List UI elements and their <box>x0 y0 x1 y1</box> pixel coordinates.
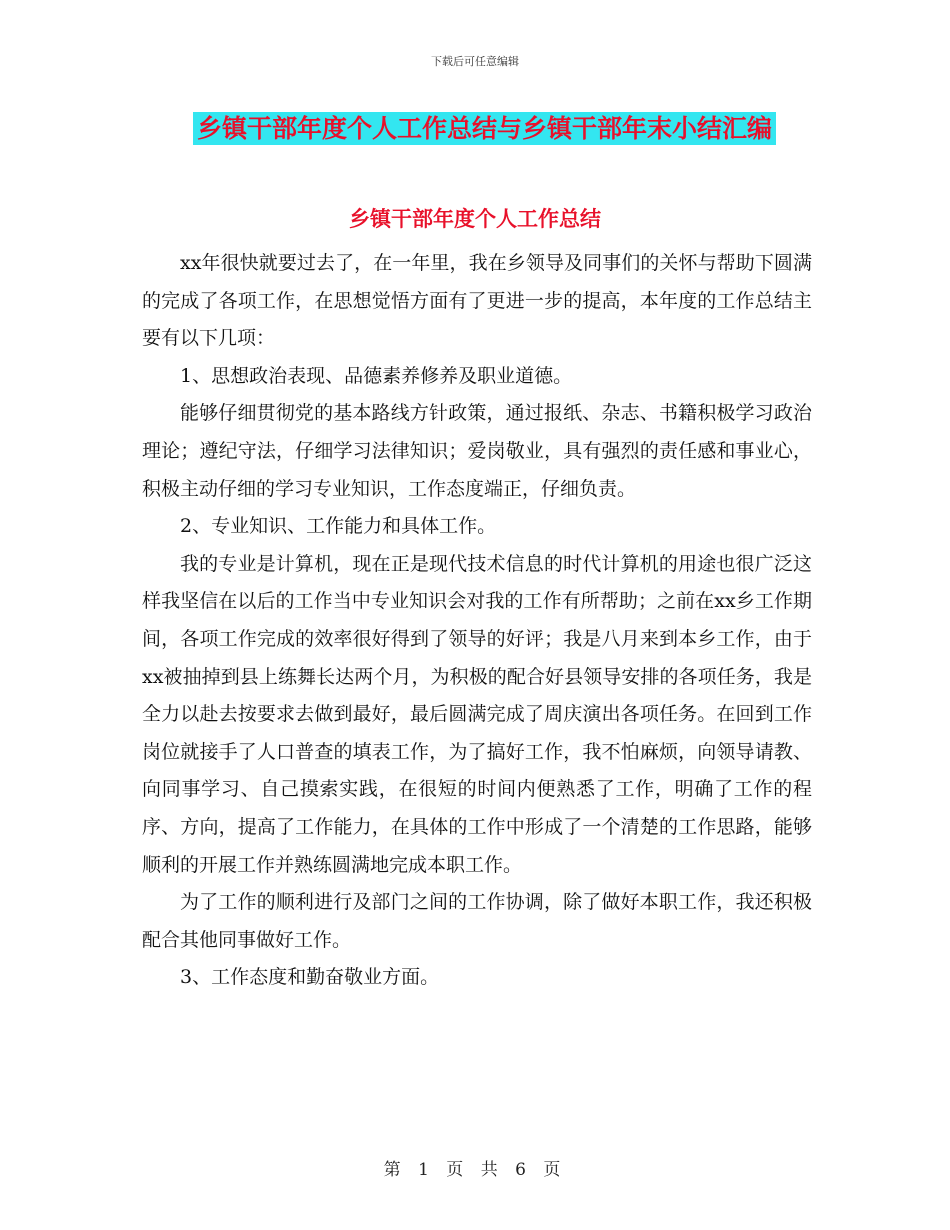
paragraph-cooperation: 为了工作的顺利进行及部门之间的工作协调，除了做好本职工作，我还积极配合其他同事做好工作。 <box>142 891 812 951</box>
paragraph-heading-3: 3、工作态度和勤奋敬业方面。 <box>180 966 440 989</box>
section-title: 乡镇干部年度个人工作总结 <box>349 206 601 231</box>
paragraph-heading-2: 2、专业知识、工作能力和具体工作。 <box>180 515 497 538</box>
paragraph-heading-1: 1、思想政治表现、品德素养修养及职业道德。 <box>180 364 573 387</box>
header-note: 下载后可任意编辑 <box>431 55 519 68</box>
document-body <box>142 245 812 997</box>
page-footer: 第 1 页 共 6 页 <box>383 1160 567 1180</box>
paragraph-work: 我的专业是计算机，现在正是现代技术信息的时代计算机的用途也很广泛这样我坚信在以后的工作当中专业知识会对我的工作有所帮助；之前在xx乡工作期间，各项工作完成的效率很好得到了领导的好评；我是八月来到本乡工作，由于xx被抽掉到县上练舞长达两个月，为积极的配合好县领导安排的各项任务，我是全力以赴去按要求去做到最好，最后圆满完成了周庆演出各项任务。在回到工作岗位就接手了人口普查的填表工作，为了搞好工作，我不怕麻烦，向领导请教、向同事学习、自己摸索实践，在很短的时间内便熟悉了工作，明确了工作的程序、方向，提高了工作能力，在具体的工作中形成了一个清楚的工作思路，能够顺利的开展工作并熟练圆满地完成本职工作。 <box>142 552 812 876</box>
paragraph-political: 能够仔细贯彻党的基本路线方针政策，通过报纸、杂志、书籍积极学习政治理论；遵纪守法，仔细学习法律知识；爱岗敬业，具有强烈的责任感和事业心，积极主动仔细的学习专业知识，工作态度端正，仔细负责。 <box>142 402 812 500</box>
document-title: 乡镇干部年度个人工作总结与乡镇干部年末小结汇编 <box>193 112 776 145</box>
paragraph-intro: xx年很快就要过去了，在一年里，我在乡领导及同事们的关怀与帮助下圆满的完成了各项工作，在思想觉悟方面有了更进一步的提高，本年度的工作总结主要有以下几项： <box>142 252 812 350</box>
